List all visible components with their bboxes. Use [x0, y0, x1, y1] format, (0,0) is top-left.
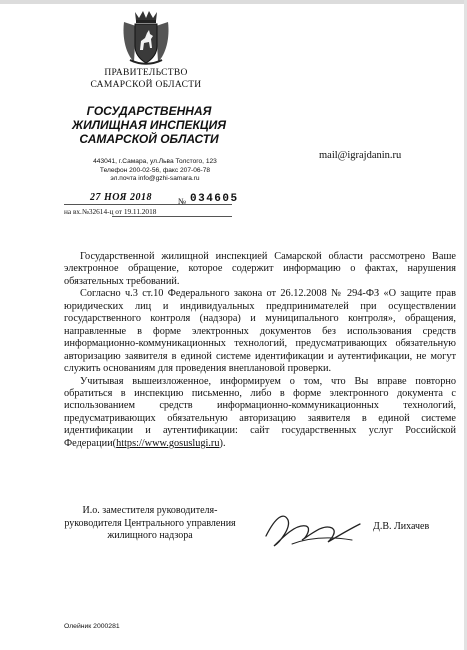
signatory-name: Д.В. Лихачев [373, 521, 430, 532]
body-paragraph-1: Государственной жилищной инспекцией Самарской области рассмотрено Ваше электронное обращение, которое содержит информацию о фактах, нарушения обязательных требований. [64, 251, 456, 287]
registration-number: 034605 [190, 193, 239, 205]
body-paragraph-3 [64, 376, 456, 451]
registration-date-stamp: 27 НОЯ 2018 [90, 192, 153, 203]
inspection-line2: ЖИЛИЩНАЯ ИНСПЕКЦИЯ [71, 118, 226, 132]
inspection-line1: ГОСУДАРСТВЕННАЯ [86, 104, 212, 118]
inspection-name [64, 104, 234, 146]
recipient-email: mail@igrajdanin.ru [319, 150, 402, 161]
signatory-title-line3: жилищного надзора [107, 530, 193, 541]
body-paragraph-3-text: Учитывая вышеизложенное, информируем о том, что Вы вправе повторно обратиться в инспекцию письменно, либо в форме электронного документа с использованием средств информационно-коммуникационных технологий, предусматривающих обязательную авторизацию заявителя в единой системе идентификации и аутентификации: сайт государственных услуг Российской Федерации( [64, 375, 456, 449]
body-paragraph-3-end: ). [219, 437, 226, 449]
gosuslugi-link[interactable]: https://www.gosuslugi.ru [116, 437, 220, 449]
handwritten-signature-icon [262, 506, 366, 556]
address-line3: эл.почта info@gzhi-samara.ru [110, 175, 200, 183]
signatory-title-line2: руководителя Центрального управления [64, 517, 236, 529]
inspection-line3: САМАРСКОЙ ОБЛАСТИ [79, 132, 219, 146]
incoming-underline [112, 216, 232, 217]
scan-edge-top [0, 0, 467, 4]
government-name [76, 67, 216, 91]
coat-of-arms-icon [120, 8, 172, 66]
executor-note: Олейник 2000281 [64, 623, 120, 630]
address-line2: Телефон 200-02-56, факс 207-06-78 [99, 166, 211, 174]
signatory-title-line1: И.о. заместителя руководителя- [82, 505, 218, 516]
incoming-reference: на вх.№32614-ц от 19.11.2018 [64, 207, 157, 216]
organization-address [70, 158, 240, 184]
address-line1: 443041, г.Самара, ул.Льва Толстого, 123 [93, 158, 217, 165]
body-paragraph-2: Согласно ч.3 ст.10 Федерального закона от 26.12.2008 № 294-ФЗ «О защите прав юридических лиц и индивидуальных предпринимателей при осуществлении государственного контроля (надзора) и муниципального контроля», обращения, направленные в форме электронных документов без использования средств информационно-коммуникационных технологий, предусматривающих обязательную авторизацию заявителя в единой системе идентификации и аутентификации, не могут служить основаниям для проведения внеплановой проверки. [64, 288, 456, 375]
registration-number-label: № [178, 196, 187, 206]
registration-underline [64, 204, 232, 205]
government-line2: САМАРСКОЙ ОБЛАСТИ [90, 80, 202, 90]
letter-body [64, 251, 456, 450]
government-line1: ПРАВИТЕЛЬСТВО [104, 68, 188, 78]
signatory-title [50, 505, 250, 543]
